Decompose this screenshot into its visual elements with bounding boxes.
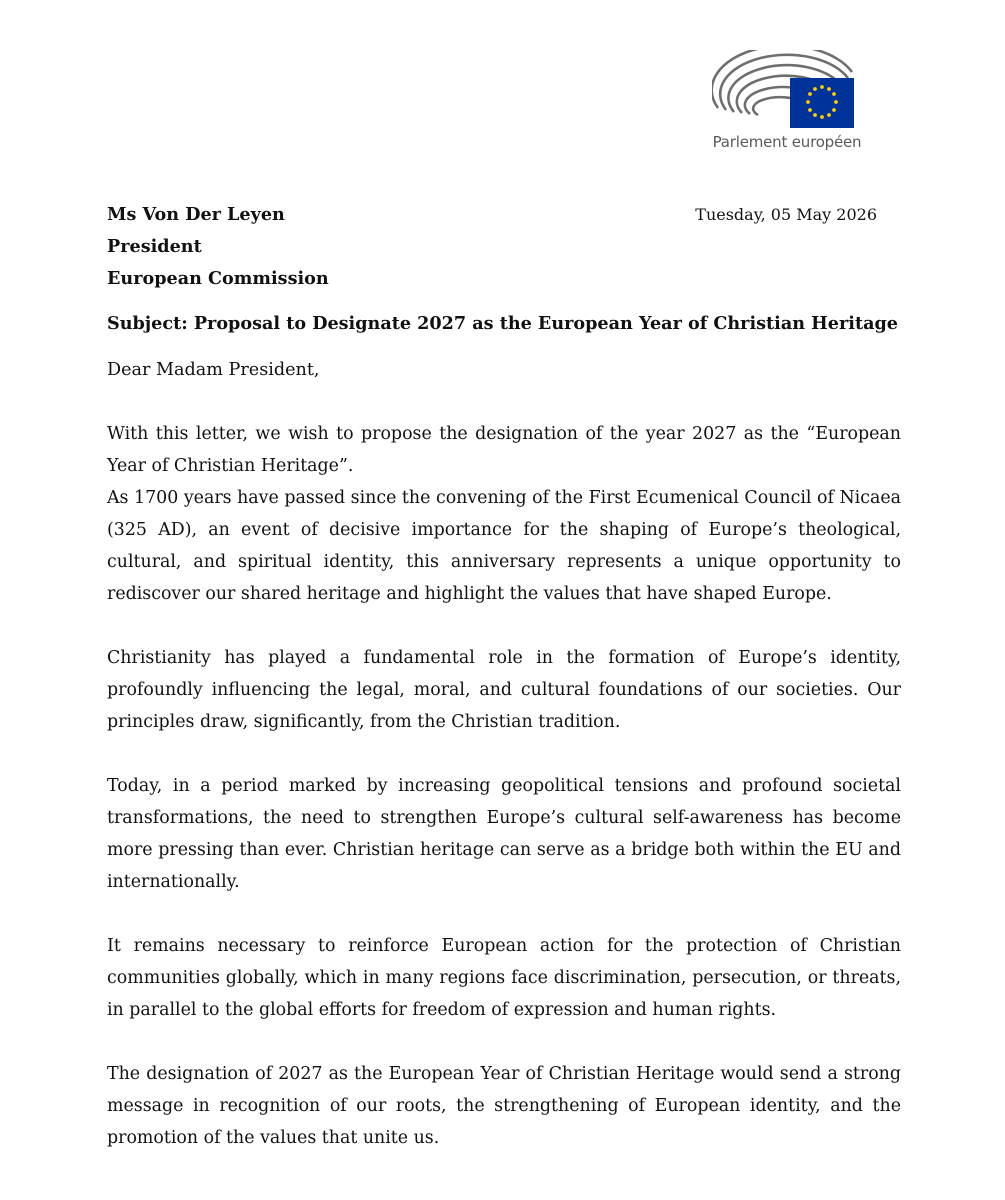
- addressee-name: Ms Von Der Leyen: [107, 204, 285, 225]
- body-paragraph-3: Christianity has played a fundamental role in the formation of Europe’s identity, profoundly influencing the legal, moral, and cultural foundations of our societies. Our principles draw, significantly, from the Christian tradition.: [107, 648, 901, 732]
- body-paragraph-2: As 1700 years have passed since the convening of the First Ecumenical Council of Nicaea (325 AD), an event of decisive importance for the shaping of Europe’s theological, cultural, and spiritual identity, this anniversary represents a unique opportunity to rediscover our shared heritage and highlight the values that have shaped Europe.: [107, 488, 901, 604]
- letter-subject: Subject: Proposal to Designate 2027 as the European Year of Christian Heritage: [107, 313, 898, 334]
- body-paragraph-6: The designation of 2027 as the European Year of Christian Heritage would send a strong message in recognition of our roots, the strengthening of European identity, and the promotion of the values that unite us.: [107, 1064, 901, 1148]
- hemicycle-flag-icon: [712, 50, 862, 130]
- body-paragraph-4: Today, in a period marked by increasing geopolitical tensions and profound societal transformations, the need to strengthen Europe’s cultural self-awareness has become more pressing than ever. Christian heritage can serve as a bridge both within the EU and internationally.: [107, 776, 901, 892]
- parliament-logo: [712, 50, 862, 160]
- letter-date: Tuesday, 05 May 2026: [695, 205, 877, 224]
- letter-salutation: Dear Madam President,: [107, 360, 320, 380]
- addressee-block: [107, 199, 329, 295]
- letter-body: [107, 418, 901, 1154]
- addressee-title: President: [107, 236, 202, 257]
- body-paragraph-1: With this letter, we wish to propose the designation of the year 2027 as the “European Year of Christian Heritage”.: [107, 424, 901, 476]
- addressee-organization: European Commission: [107, 268, 329, 289]
- logo-wordmark: Parlement européen: [712, 133, 862, 151]
- body-paragraph-5: It remains necessary to reinforce European action for the protection of Christian communities globally, which in many regions face discrimination, persecution, or threats, in parallel to the global efforts for freedom of expression and human rights.: [107, 936, 901, 1020]
